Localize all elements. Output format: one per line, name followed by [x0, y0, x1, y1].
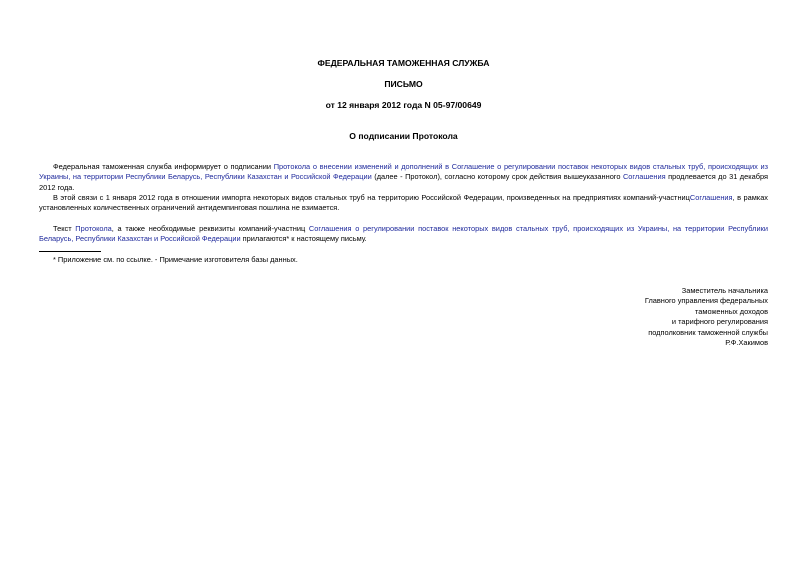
signature-name: Р.Ф.Хакимов [725, 338, 768, 348]
agency-title: ФЕДЕРАЛЬНАЯ ТАМОЖЕННАЯ СЛУЖБА [317, 58, 490, 68]
document-date-number: от 12 января 2012 года N 05-97/00649 [325, 100, 482, 110]
agreement-link[interactable]: Соглашения [622, 172, 666, 182]
paragraph-2 [39, 193, 768, 214]
paragraph-1-text-3: продлевается до 31 декабря 2012 года. [39, 172, 768, 192]
agreement-link-2[interactable]: Соглашения [689, 193, 733, 202]
paragraph-2-text-1: В этой связи с 1 января 2012 года в отношении импорта некоторых видов стальных труб на территорию Российской Федерации, произведенных на предприятиях компаний-участниц [53, 193, 690, 202]
agreement-full-link[interactable]: Соглашения о регулировании поставок некоторых видов стальных труб, происходящих из Украины, на территории Республики Беларусь, Республики Казахстан и Российской Федерации [39, 224, 768, 244]
paragraph-1 [39, 162, 768, 193]
signature-line-2: Главного управления федеральных [644, 296, 768, 306]
signature-line-4: и тарифного регулирования [671, 317, 768, 327]
signature-line-3: таможенных доходов [694, 306, 768, 316]
signature-block [645, 286, 768, 348]
document-subject: О подписании Протокола [349, 131, 458, 141]
paragraph-1-text-1: Федеральная таможенная служба информирует о подписании [53, 162, 274, 171]
document-type: ПИСЬМО [384, 79, 423, 89]
paragraph-3-text-1: Текст [53, 224, 76, 233]
paragraph-1-text-2: (далее - Протокол), согласно которому срок действия вышеуказанного [371, 172, 623, 182]
protocol-link-2[interactable]: Протокола [75, 224, 112, 233]
protocol-link[interactable]: Протокола о внесении изменений и дополнений в Соглашение о регулировании поставок некоторых видов стальных труб, происходящих из Украины, на территории Республики Беларусь, Республики Казахстан и Российской Федерации [39, 162, 769, 182]
paragraph-3 [39, 224, 768, 245]
paragraph-2-text-2: , в рамках установленных количественных ограничений антидемпинговая пошлина не взимается. [39, 193, 768, 213]
signature-line-1: Заместитель начальника [681, 286, 768, 295]
footnote-divider [39, 251, 101, 252]
paragraph-3-text-2: , а также необходимые реквизиты компаний-участниц [111, 224, 309, 233]
footnote: * Приложение см. по ссылке. - Примечание изготовителя базы данных. [53, 255, 298, 264]
signature-line-5: подполковник таможенной службы [648, 327, 768, 337]
paragraph-3-text-3: прилагаются* к настоящему письму. [240, 234, 367, 244]
